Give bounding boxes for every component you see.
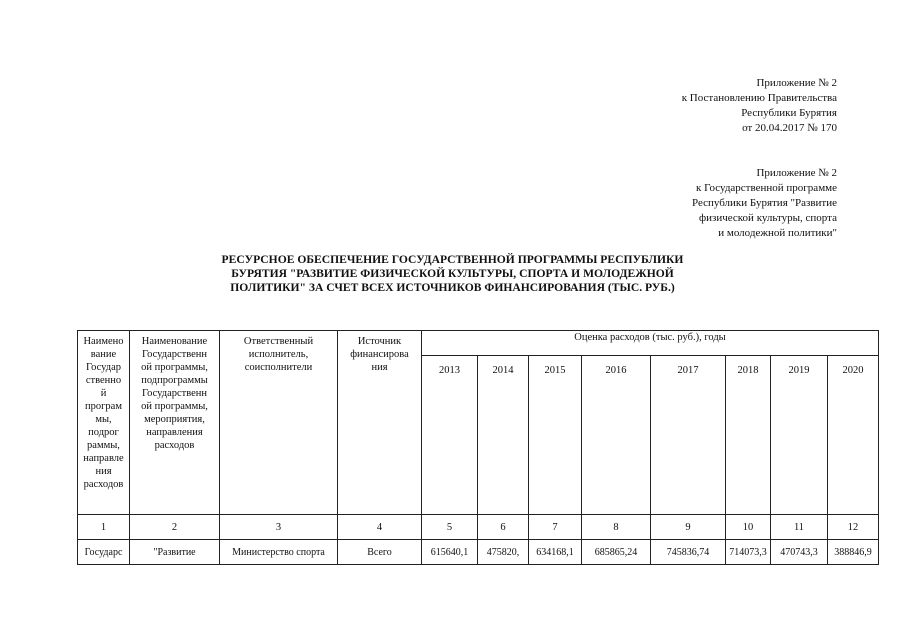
appendix-note-resolution bbox=[682, 76, 837, 136]
appendix-line: и молодежной политики" bbox=[718, 227, 837, 239]
year-cell: 2015 bbox=[529, 356, 582, 515]
column-number: 8 bbox=[582, 515, 651, 540]
appendix-line: Приложение № 2 bbox=[756, 77, 837, 89]
table-cell: 470743,3 bbox=[771, 540, 828, 565]
resource-table bbox=[77, 330, 879, 565]
table-cell: 388846,9 bbox=[828, 540, 879, 565]
table-header-row bbox=[78, 331, 879, 356]
column-number: 1 bbox=[78, 515, 130, 540]
column-number: 2 bbox=[130, 515, 220, 540]
year-cell: 2014 bbox=[478, 356, 529, 515]
column-number: 5 bbox=[422, 515, 478, 540]
year-cell: 2020 bbox=[828, 356, 879, 515]
document-title bbox=[0, 253, 905, 295]
year-cell: 2019 bbox=[771, 356, 828, 515]
header-subprogram-name: Наименование Государственн ой программы, подпрограммы Государственн ой программы, мероприятия, направления расходов bbox=[130, 331, 220, 515]
column-number: 11 bbox=[771, 515, 828, 540]
column-number: 4 bbox=[338, 515, 422, 540]
appendix-note-program bbox=[692, 166, 837, 241]
column-number: 3 bbox=[220, 515, 338, 540]
header-responsible: Ответственный исполнитель, соисполнители bbox=[220, 331, 338, 515]
appendix-line: Республики Бурятия "Развитие bbox=[691, 197, 837, 209]
appendix-line: физической культуры, спорта bbox=[698, 212, 837, 224]
table-cell: 615640,1 bbox=[422, 540, 478, 565]
table-cell: 685865,24 bbox=[582, 540, 651, 565]
table-number-row bbox=[78, 515, 879, 540]
appendix-line: Республики Бурятия bbox=[741, 107, 837, 119]
header-estimate: Оценка расходов (тыс. руб.), годы bbox=[422, 331, 879, 356]
year-cell: 2017 bbox=[651, 356, 726, 515]
table-cell: 714073,3 bbox=[726, 540, 771, 565]
column-number: 10 bbox=[726, 515, 771, 540]
table-cell: Всего bbox=[338, 540, 422, 565]
appendix-line: к Постановлению Правительства bbox=[681, 92, 837, 104]
column-number: 9 bbox=[651, 515, 726, 540]
table-cell: Министерство спорта bbox=[220, 540, 338, 565]
table-cell: 745836,74 bbox=[651, 540, 726, 565]
title-line: РЕСУРСНОЕ ОБЕСПЕЧЕНИЕ ГОСУДАРСТВЕННОЙ ПРОГРАММЫ РЕСПУБЛИКИ bbox=[221, 253, 684, 266]
table-cell: 634168,1 bbox=[529, 540, 582, 565]
header-program-name: Наимено вание Государ ственно й програм мы, подрог раммы, направле ния расходов bbox=[78, 331, 130, 515]
table-cell: "Развитие bbox=[130, 540, 220, 565]
column-number: 12 bbox=[828, 515, 879, 540]
appendix-line: к Государственной программе bbox=[696, 182, 837, 194]
title-line: ПОЛИТИКИ" ЗА СЧЕТ ВСЕХ ИСТОЧНИКОВ ФИНАНСИРОВАНИЯ (ТЫС. РУБ.) bbox=[230, 281, 675, 294]
table-cell: 475820, bbox=[478, 540, 529, 565]
year-cell: 2016 bbox=[582, 356, 651, 515]
header-source: Источник финансирова ния bbox=[338, 331, 422, 515]
column-number: 6 bbox=[478, 515, 529, 540]
table-row bbox=[78, 540, 879, 565]
appendix-line: от 20.04.2017 № 170 bbox=[742, 122, 837, 134]
table-cell: Государс bbox=[78, 540, 130, 565]
year-cell: 2018 bbox=[726, 356, 771, 515]
title-line: БУРЯТИЯ "РАЗВИТИЕ ФИЗИЧЕСКОЙ КУЛЬТУРЫ, СПОРТА И МОЛОДЕЖНОЙ bbox=[231, 267, 674, 280]
column-number: 7 bbox=[529, 515, 582, 540]
appendix-line: Приложение № 2 bbox=[756, 167, 837, 179]
year-cell: 2013 bbox=[422, 356, 478, 515]
